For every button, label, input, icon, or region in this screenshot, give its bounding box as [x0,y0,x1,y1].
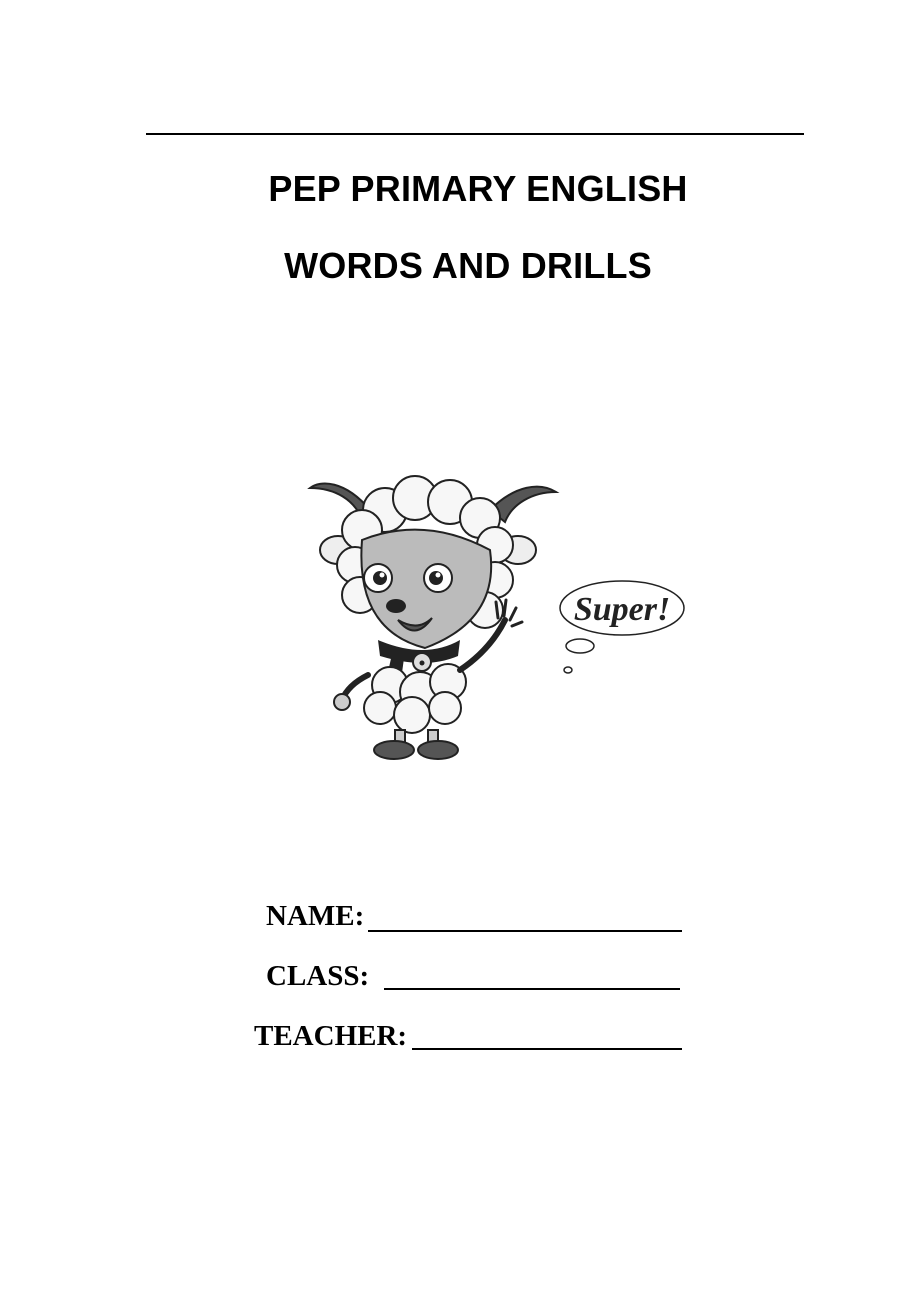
name-row [254,898,694,956]
name-label: NAME: [266,900,365,932]
teacher-row [254,1014,694,1072]
student-info-form [254,898,694,1072]
top-divider [146,133,804,135]
sheep-illustration [300,470,700,770]
speech-bubble-text: Super! [573,591,671,628]
class-row [254,956,694,1014]
cover-subtitle: WORDS AND DRILLS [284,245,652,286]
teacher-field[interactable] [412,1048,682,1050]
class-field[interactable] [384,988,680,990]
class-label: CLASS: [266,960,370,992]
name-field[interactable] [368,930,682,932]
teacher-label: TEACHER: [254,1020,408,1052]
cover-title: PEP PRIMARY ENGLISH [268,168,688,209]
